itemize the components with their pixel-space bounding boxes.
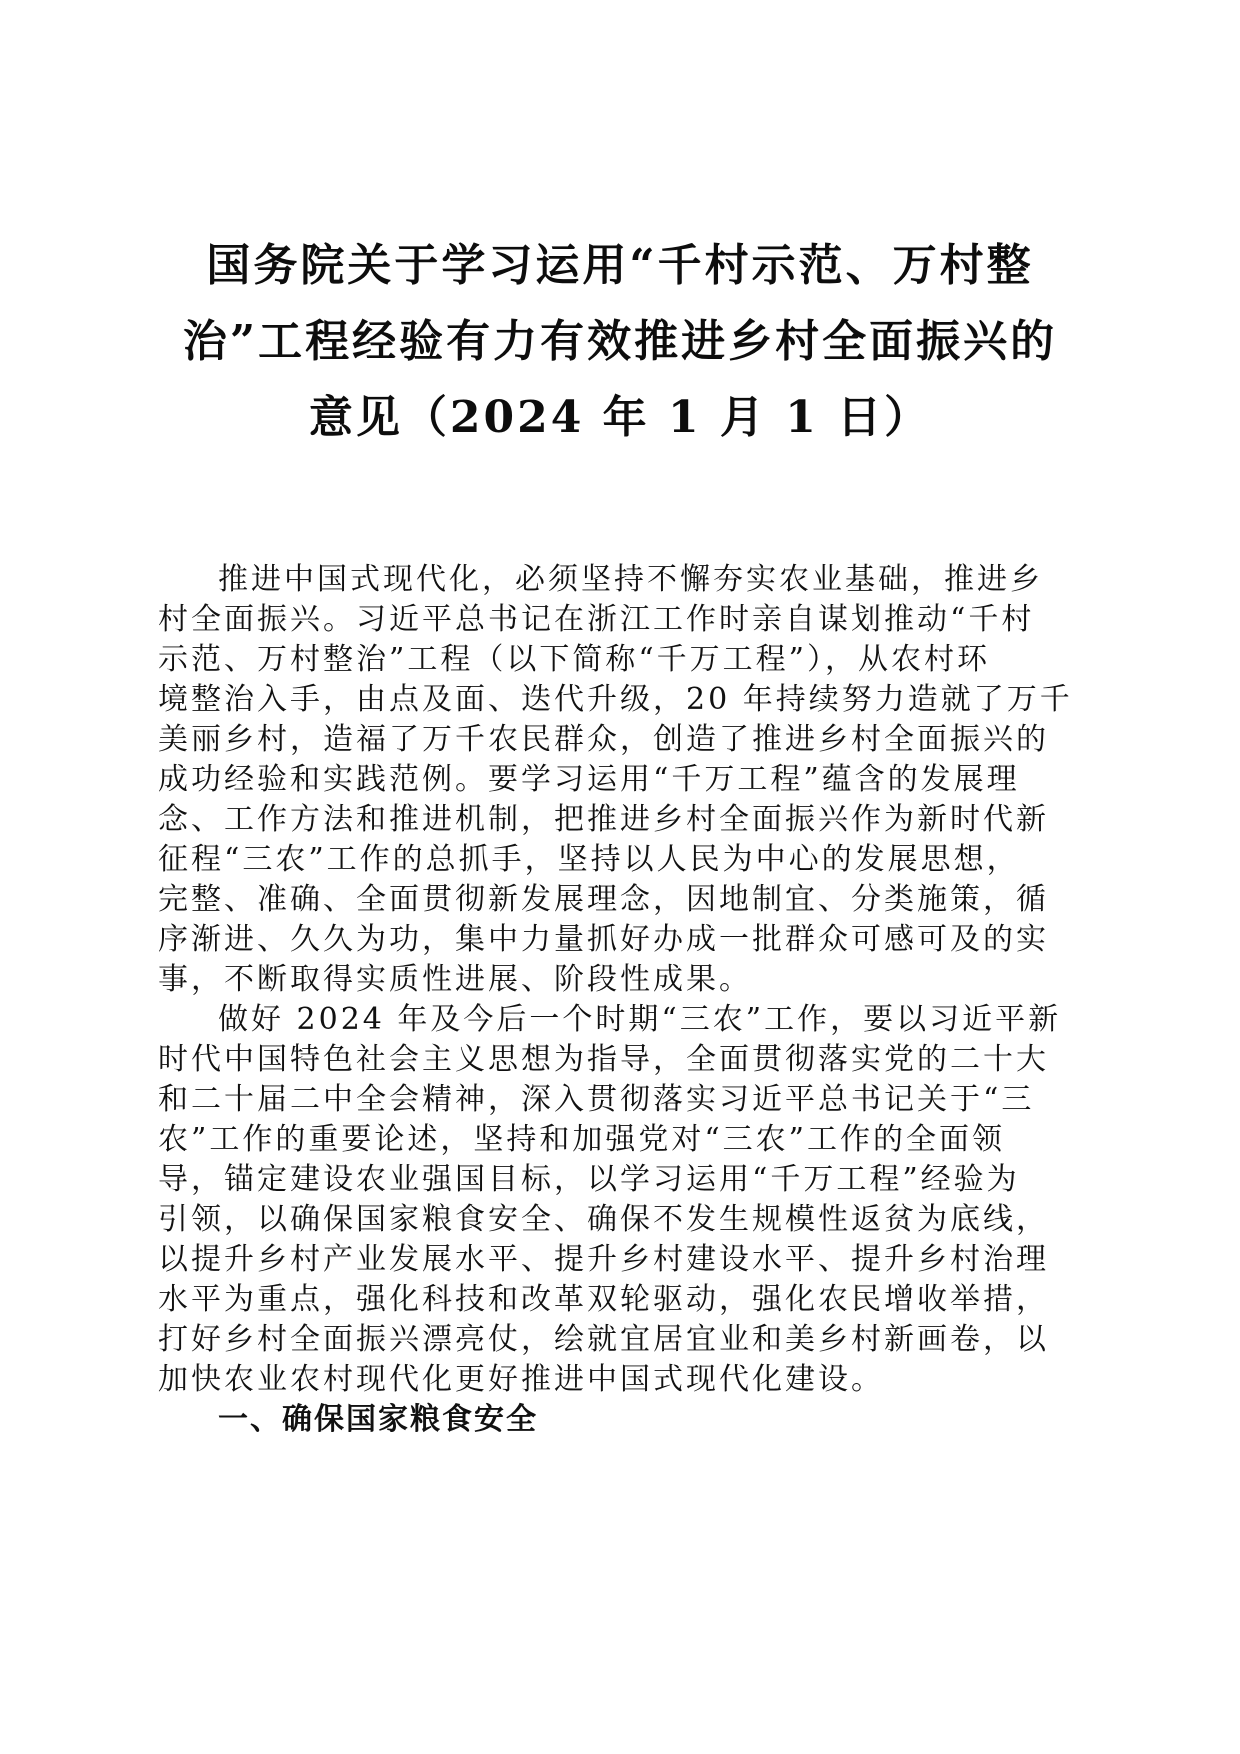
paragraph-intro (158, 560, 1082, 1000)
paragraph-guidance (158, 1000, 1082, 1400)
text-line: 水平为重点，强化科技和改革双轮驱动，强化农民增收举措， (158, 1282, 1049, 1317)
text-line: 美丽乡村，造福了万千农民群众，创造了推进乡村全面振兴的 (158, 722, 1049, 757)
title-line: 国务院关于学习运用“千村示范、万村整 (206, 240, 1034, 291)
text-line: 念、工作方法和推进机制，把推进乡村全面振兴作为新时代新 (158, 802, 1049, 837)
text-line: 导，锚定建设农业强国目标，以学习运用“千万工程”经验为 (158, 1162, 1020, 1197)
text-line: 境整治入手，由点及面、迭代升级，20 年持续努力造就了万千 (158, 682, 1073, 717)
text-line: 推进中国式现代化，必须坚持不懈夯实农业基础，推进乡 (218, 562, 1043, 597)
text-line: 农”工作的重要论述，坚持和加强党对“三农”工作的全面领 (158, 1122, 1006, 1157)
text-line: 以提升乡村产业发展水平、提升乡村建设水平、提升乡村治理 (158, 1242, 1049, 1277)
text-line: 时代中国特色社会主义思想为指导，全面贯彻落实党的二十大 (158, 1042, 1049, 1077)
text-line: 完整、准确、全面贯彻新发展理念，因地制宜、分类施策，循 (158, 882, 1049, 917)
text-line: 打好乡村全面振兴漂亮仗，绘就宜居宜业和美乡村新画卷，以 (158, 1322, 1049, 1357)
text-line: 示范、万村整治”工程（以下简称“千万工程”），从农村环 (158, 642, 991, 677)
title-line: 意见（2024 年 1 月 1 日） (308, 392, 932, 443)
text-line: 加快农业农村现代化更好推进中国式现代化建设。 (158, 1362, 884, 1397)
text-line: 成功经验和实践范例。要学习运用“千万工程”蕴含的发展理 (158, 762, 1020, 797)
text-line: 和二十届二中全会精神，深入贯彻落实习近平总书记关于“三 (158, 1082, 1035, 1117)
section-heading: 一、确保国家粮食安全 (218, 1402, 538, 1437)
text-line: 序渐进、久久为功，集中力量抓好办成一批群众可感可及的实 (158, 922, 1049, 957)
text-line: 做好 2024 年及今后一个时期“三农”工作，要以习近平新 (218, 1002, 1062, 1037)
text-line: 征程“三农”工作的总抓手，坚持以人民为中心的发展思想， (158, 842, 1020, 877)
text-line: 引领，以确保国家粮食安全、确保不发生规模性返贫为底线， (158, 1202, 1049, 1237)
title-line: 治”工程经验有力有效推进乡村全面振兴的 (182, 316, 1058, 367)
text-line: 村全面振兴。习近平总书记在浙江工作时亲自谋划推动“千村 (158, 602, 1035, 637)
document-body (158, 560, 1082, 1440)
document-title (150, 228, 1090, 456)
text-line: 事，不断取得实质性进展、阶段性成果。 (158, 962, 752, 997)
